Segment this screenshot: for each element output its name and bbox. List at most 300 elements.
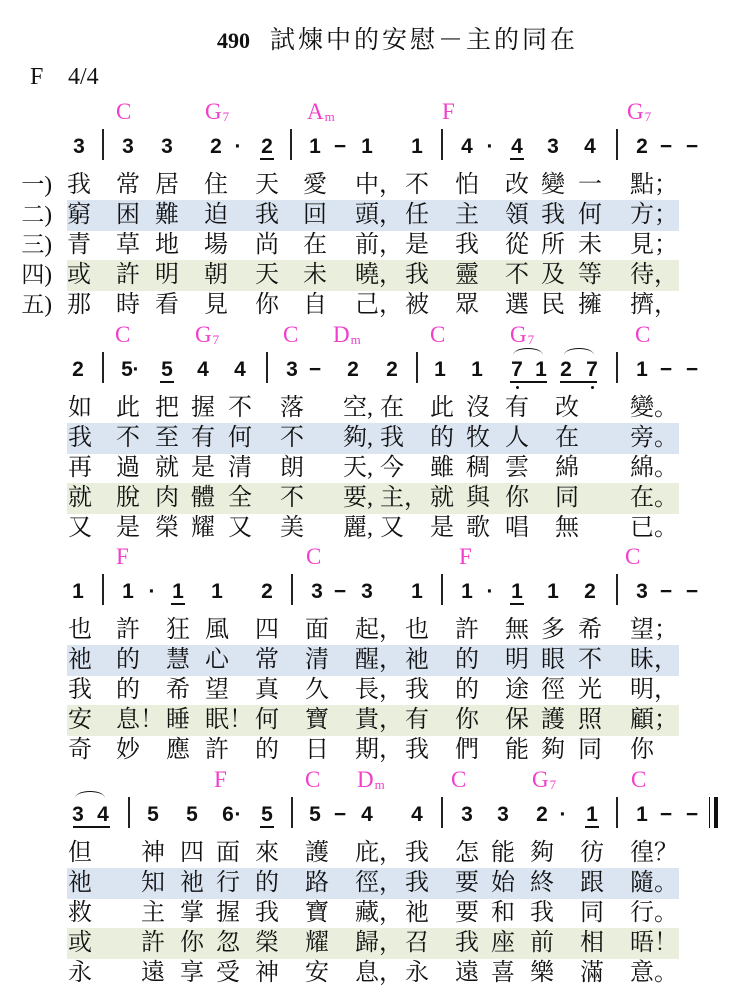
lyric-v2: 要 [455, 870, 479, 896]
lyric-v4: 你 [505, 485, 529, 511]
barline [616, 797, 618, 828]
note: 1 [547, 580, 559, 603]
lyric-column [191, 393, 215, 543]
barline [128, 797, 130, 828]
lyric-v4: 全 [228, 485, 252, 511]
note: 5 [147, 803, 159, 826]
chord [214, 768, 228, 791]
lyric-v1: 庇， [355, 840, 403, 866]
note: 1 [636, 358, 648, 381]
lyric-column [541, 615, 565, 765]
lyric-v3: 祂 [405, 900, 429, 926]
lyric-v5: 夠 [541, 737, 565, 763]
verse-labels [8, 170, 52, 320]
lyric-v5: 榮 [155, 515, 179, 541]
lyric-v4: 許 [116, 262, 140, 288]
lyric-v5: 意。 [630, 960, 678, 986]
lyric-v2: 終 [530, 870, 554, 896]
chord [116, 545, 130, 568]
verse-label-1: 一) [21, 172, 52, 197]
lyric-v2: 隨。 [630, 870, 678, 896]
lyric-v5: 看 [155, 292, 179, 318]
lyric-v2: 我 [68, 425, 92, 451]
note: 4 [584, 135, 596, 158]
slur-arc [564, 348, 594, 362]
lyric-v5: 妙 [116, 737, 140, 763]
note: 3 [161, 135, 173, 158]
lyric-v2: 人 [505, 425, 529, 451]
chord-quality: m [324, 109, 335, 124]
lyric-v3: 和 [491, 900, 515, 926]
chord-root: C [306, 544, 322, 569]
lyric-v5: 見 [204, 292, 228, 318]
lyric-v2: 昧， [630, 647, 678, 673]
lyric-v4: 安 [68, 707, 92, 733]
lyric-v2: 祂 [68, 647, 92, 673]
lyric-v4: 晤！ [630, 930, 678, 956]
lyric-v1: 四 [255, 617, 279, 643]
lyric-v1: 在 [380, 395, 404, 421]
lyric-v2: 夠, [343, 425, 373, 451]
lyric-v1: 多 [541, 617, 565, 643]
augmentation-dot: · [486, 580, 494, 603]
note: 4 [361, 803, 373, 826]
lyric-v4: 就 [430, 485, 454, 511]
lyric-v3: 過 [116, 455, 140, 481]
lyric-v5: 被 [405, 292, 429, 318]
lyric-v4: 照 [578, 707, 602, 733]
lyric-v4: 肉 [155, 485, 179, 511]
barline [616, 129, 618, 160]
lyric-v4: 要, [343, 485, 373, 511]
lyric-v5: 你 [630, 737, 654, 763]
sustain-dash: − [685, 580, 699, 603]
lyric-v1: 怎 [455, 840, 479, 866]
lyric-v4: 與 [466, 485, 490, 511]
sustain-dash: − [333, 803, 347, 826]
lyric-v5: 己， [355, 292, 403, 318]
lyric-v2: 任 [405, 202, 429, 228]
chord-root: C [305, 767, 321, 792]
lyric-v3: 行。 [630, 900, 678, 926]
lyric-v5: 遠 [455, 960, 479, 986]
lyric-v3: 我 [530, 900, 554, 926]
lyric-v2: 我 [255, 202, 279, 228]
lyric-v5: 受 [216, 960, 240, 986]
lyric-column [166, 615, 190, 765]
lyric-v3: 是 [191, 455, 215, 481]
lyric-v4: 朝 [204, 262, 228, 288]
lyric-v4: 睡 [166, 707, 190, 733]
chord [115, 323, 131, 346]
lyric-v1: 居 [155, 172, 179, 198]
note: 3 [72, 803, 84, 826]
lyric-v1: 也 [68, 617, 92, 643]
lyric-v2: 主 [455, 202, 479, 228]
chord-root: G [195, 322, 212, 347]
chord-root: G [205, 99, 222, 124]
lyric-column [305, 838, 329, 988]
lyric-v3: 明， [630, 677, 678, 703]
note: 6 [222, 803, 234, 826]
eighth-note: 1 [166, 579, 190, 605]
note: 5 [186, 803, 198, 826]
time-signature: 4/4 [68, 64, 99, 90]
lyric-v4: 許 [141, 930, 165, 956]
sustain-dash: − [685, 358, 699, 381]
hymn-title: 試煉中的安慰－主的同在 [270, 27, 579, 54]
lyric-v2: 的 [116, 647, 140, 673]
lyric-v1: 改 [555, 395, 579, 421]
chord-root: C [115, 322, 131, 347]
lyric-v5: 日 [305, 737, 329, 763]
lyric-v3: 場 [204, 232, 228, 258]
chord [635, 323, 651, 346]
eighth-note: 4 [505, 134, 529, 160]
lyric-v5: 遠 [141, 960, 165, 986]
lyric-v1: 彷 [580, 840, 604, 866]
sustain-dash: − [685, 803, 699, 826]
lyric-v5: 耀 [191, 515, 215, 541]
lyric-v2: 我 [380, 425, 404, 451]
lyric-column [155, 393, 179, 543]
lyric-v3: 同 [580, 900, 604, 926]
lyric-column [228, 393, 252, 543]
lyric-v1: 常 [116, 172, 140, 198]
lyric-v2: 旁。 [630, 425, 678, 451]
lyric-v5: 息， [355, 960, 403, 986]
lyric-v4: 主， [380, 485, 428, 511]
lyric-v1: 點； [630, 172, 678, 198]
lyric-v4: 寶 [305, 707, 329, 733]
barline [290, 129, 292, 160]
lyric-v4: 眠！ [205, 707, 253, 733]
sustain-dash: − [685, 135, 699, 158]
lyric-column [355, 170, 403, 320]
note: 3 [311, 580, 323, 603]
lyric-v5: 又 [68, 515, 92, 541]
lyric-v3: 救 [68, 900, 92, 926]
lyric-v1: 護 [305, 840, 329, 866]
chord [631, 768, 647, 791]
barline [102, 352, 104, 383]
augmentation-dot: · [234, 803, 242, 826]
lyric-v5: 又 [228, 515, 252, 541]
lyric-column [68, 838, 92, 988]
lyric-v5: 同 [578, 737, 602, 763]
barline [102, 129, 104, 160]
lyric-v5: 的 [255, 737, 279, 763]
lyric-v2: 困 [116, 202, 140, 228]
lyric-column [355, 615, 403, 765]
chord-root: F [116, 544, 129, 569]
barline [102, 574, 104, 605]
chord-quality: 7 [644, 109, 652, 124]
lyric-v1: 面 [305, 617, 329, 643]
lyric-v2: 的 [430, 425, 454, 451]
lyric-v1: 天 [255, 172, 279, 198]
lyric-v2: 不 [280, 425, 304, 451]
lyric-v4: 我 [405, 262, 429, 288]
sustain-dash: − [659, 580, 673, 603]
lyric-v4: 或 [67, 262, 91, 288]
lyric-v1: 沒 [466, 395, 490, 421]
lyric-column [455, 615, 479, 765]
sustain-dash: − [659, 358, 673, 381]
chord-quality: m [374, 777, 385, 792]
lyric-v3: 見； [630, 232, 678, 258]
lyric-v4: 及 [541, 262, 565, 288]
lyric-v5: 擠， [630, 292, 678, 318]
key-signature: F [30, 64, 44, 90]
eighth-note: 2 [255, 134, 279, 160]
lyric-v3: 未 [578, 232, 602, 258]
lyric-column [505, 615, 529, 765]
lyric-v4: 就 [68, 485, 92, 511]
lyric-v1: 風 [205, 617, 229, 643]
lyric-v3: 徑 [541, 677, 565, 703]
lyric-v1: 許 [116, 617, 140, 643]
lyric-v4: 不 [505, 262, 529, 288]
lyric-v3: 草 [116, 232, 140, 258]
lyric-v3: 朗 [280, 455, 304, 481]
lyric-v4: 或 [68, 930, 92, 956]
augmentation-dot: · [559, 803, 567, 826]
lyric-column [630, 838, 678, 988]
note: 1 [535, 358, 547, 381]
lyric-v1: 空, [343, 395, 373, 421]
lyric-column [180, 838, 204, 988]
lyric-v1: 也 [405, 617, 429, 643]
lyric-v5: 我 [405, 737, 429, 763]
lyric-v5: 期， [355, 737, 403, 763]
lyric-v5: 喜 [491, 960, 515, 986]
lyric-v2: 何 [228, 425, 252, 451]
verse-label-5: 五) [21, 292, 52, 317]
lyric-column [255, 838, 279, 988]
lyric-v1: 一 [578, 172, 602, 198]
lyric-v1: 我 [67, 172, 91, 198]
lyric-v2: 不 [116, 425, 140, 451]
chord-root: A [307, 99, 324, 124]
lyric-v4: 相 [580, 930, 604, 956]
lyric-v2: 難 [155, 202, 179, 228]
barline [441, 129, 443, 160]
chord [625, 545, 641, 568]
note: 3 [361, 580, 373, 603]
chord [442, 100, 456, 123]
lyric-v5: 奇 [68, 737, 92, 763]
lyric-column [116, 170, 140, 320]
lyric-v2: 在 [555, 425, 579, 451]
barline [291, 797, 293, 828]
chord [451, 768, 467, 791]
lyric-v2: 徑， [355, 870, 403, 896]
lyric-v2: 知 [141, 870, 165, 896]
lyric-v3: 掌 [180, 900, 204, 926]
lyric-v1: 但 [68, 840, 92, 866]
lyric-v4: 未 [303, 262, 327, 288]
lyric-v1: 面 [216, 840, 240, 866]
chord-root: D [333, 322, 350, 347]
lyric-v4: 待， [630, 262, 678, 288]
chord [205, 100, 229, 123]
lyric-column [155, 170, 179, 320]
lyric-v2: 方； [630, 202, 678, 228]
lyric-column [216, 838, 240, 988]
lyric-v3: 真 [255, 677, 279, 703]
lyric-v4: 榮 [255, 930, 279, 956]
note: 1 [434, 358, 446, 381]
lyric-v3: 再 [68, 455, 92, 481]
lyric-v2: 回 [303, 202, 327, 228]
note: 2 [72, 358, 84, 381]
lyric-v1: 改 [505, 172, 529, 198]
chord-quality: 7 [222, 109, 230, 124]
lyric-v2: 心 [205, 647, 229, 673]
chord-root: G [510, 322, 527, 347]
lyric-v2: 始 [491, 870, 515, 896]
barline [441, 797, 443, 828]
eighth-note: 1 [580, 802, 604, 828]
lyric-v3: 我 [68, 677, 92, 703]
lyric-v5: 安 [305, 960, 329, 986]
lyric-column [455, 838, 479, 988]
lyric-column [455, 170, 479, 320]
lyric-v1: 能 [491, 840, 515, 866]
lyric-column [355, 838, 403, 988]
lyric-v2: 眼 [541, 647, 565, 673]
chord [459, 545, 473, 568]
lyric-v3: 久 [305, 677, 329, 703]
lyric-v3: 途 [505, 677, 529, 703]
lyric-v1: 無 [505, 617, 529, 643]
eighth-beam [73, 826, 110, 828]
lyric-v3: 長， [355, 677, 403, 703]
lyric-v4: 歸， [355, 930, 403, 956]
note: 2 [560, 358, 572, 381]
lyric-v4: 息！ [116, 707, 164, 733]
lyric-v3: 我 [455, 232, 479, 258]
lyric-v2: 迫 [204, 202, 228, 228]
lyric-v4: 何 [255, 707, 279, 733]
lyric-v2: 不 [578, 647, 602, 673]
lyric-v1: 住 [204, 172, 228, 198]
lyric-v3: 寶 [305, 900, 329, 926]
lyric-v1: 此 [116, 395, 140, 421]
lyric-v4: 保 [505, 707, 529, 733]
low-octave-note: 7 [580, 357, 604, 383]
sustain-dash: − [659, 803, 673, 826]
note: 3 [286, 358, 298, 381]
lyric-v2: 明 [505, 647, 529, 673]
lyric-column [578, 170, 602, 320]
lyric-v5: 們 [455, 737, 479, 763]
lyric-v4: 不 [280, 485, 304, 511]
augmentation-dot: · [148, 580, 156, 603]
lyric-v2: 清 [305, 647, 329, 673]
lyric-v1: 落 [280, 395, 304, 421]
lyric-v2: 行 [216, 870, 240, 896]
note: 3 [461, 803, 473, 826]
note: 1 [309, 135, 321, 158]
lyric-v5: 民 [541, 292, 565, 318]
sustain-dash: − [308, 358, 322, 381]
lyric-v3: 雖 [430, 455, 454, 481]
lyric-v2: 牧 [466, 425, 490, 451]
lyric-v5: 享 [180, 960, 204, 986]
lyric-v3: 望 [205, 677, 229, 703]
lyric-v2: 領 [505, 202, 529, 228]
lyric-v4: 貴， [355, 707, 403, 733]
lyric-v1: 希 [578, 617, 602, 643]
augmentation-dot: · [486, 135, 494, 158]
note: 1 [72, 580, 84, 603]
note: 3 [73, 135, 85, 158]
lyric-v5: 永 [68, 960, 92, 986]
lyric-v5: 能 [505, 737, 529, 763]
lyric-v5: 那 [67, 292, 91, 318]
note: 4 [461, 135, 473, 158]
lyric-v5: 神 [255, 960, 279, 986]
chord-root: C [625, 544, 641, 569]
lyric-v4: 在。 [630, 485, 678, 511]
lyric-v4: 曉， [355, 262, 403, 288]
note: 2 [210, 135, 222, 158]
lyric-column [630, 170, 678, 320]
lyric-column [405, 838, 429, 988]
lyric-column [68, 393, 92, 543]
lyric-column [204, 170, 228, 320]
lyric-v2: 路 [305, 870, 329, 896]
note: 5 [121, 358, 133, 381]
lyric-v5: 許 [205, 737, 229, 763]
lyric-column [280, 393, 304, 543]
lyric-column [405, 170, 429, 320]
lyric-v1: 怕 [455, 172, 479, 198]
lyric-v4: 前 [530, 930, 554, 956]
lyric-v3: 在 [303, 232, 327, 258]
note: 2 [536, 803, 548, 826]
lyric-v4: 明 [155, 262, 179, 288]
lyric-v4: 靈 [455, 262, 479, 288]
lyric-v3: 尚 [255, 232, 279, 258]
augmentation-dot: · [132, 358, 140, 381]
note: 4 [234, 358, 246, 381]
lyric-v3: 天, [343, 455, 373, 481]
lyric-v2: 慧 [166, 647, 190, 673]
sustain-dash: − [333, 135, 347, 158]
chord [116, 100, 132, 123]
lyric-v2: 何 [578, 202, 602, 228]
eighth-note: 5 [155, 357, 179, 383]
lyric-column [578, 615, 602, 765]
lyric-v5: 時 [116, 292, 140, 318]
barline [441, 574, 443, 605]
lyric-v2: 跟 [580, 870, 604, 896]
lyric-v1: 起， [355, 617, 403, 643]
hymn-number: 490 [217, 28, 250, 53]
note: 1 [461, 580, 473, 603]
lyric-column [255, 170, 279, 320]
lyric-v1: 來 [255, 840, 279, 866]
lyric-v5: 又 [380, 515, 404, 541]
note: 2 [584, 580, 596, 603]
lyric-v1: 握 [191, 395, 215, 421]
lyric-v5: 是 [116, 515, 140, 541]
lyric-v3: 地 [155, 232, 179, 258]
lyric-v5: 唱 [505, 515, 529, 541]
